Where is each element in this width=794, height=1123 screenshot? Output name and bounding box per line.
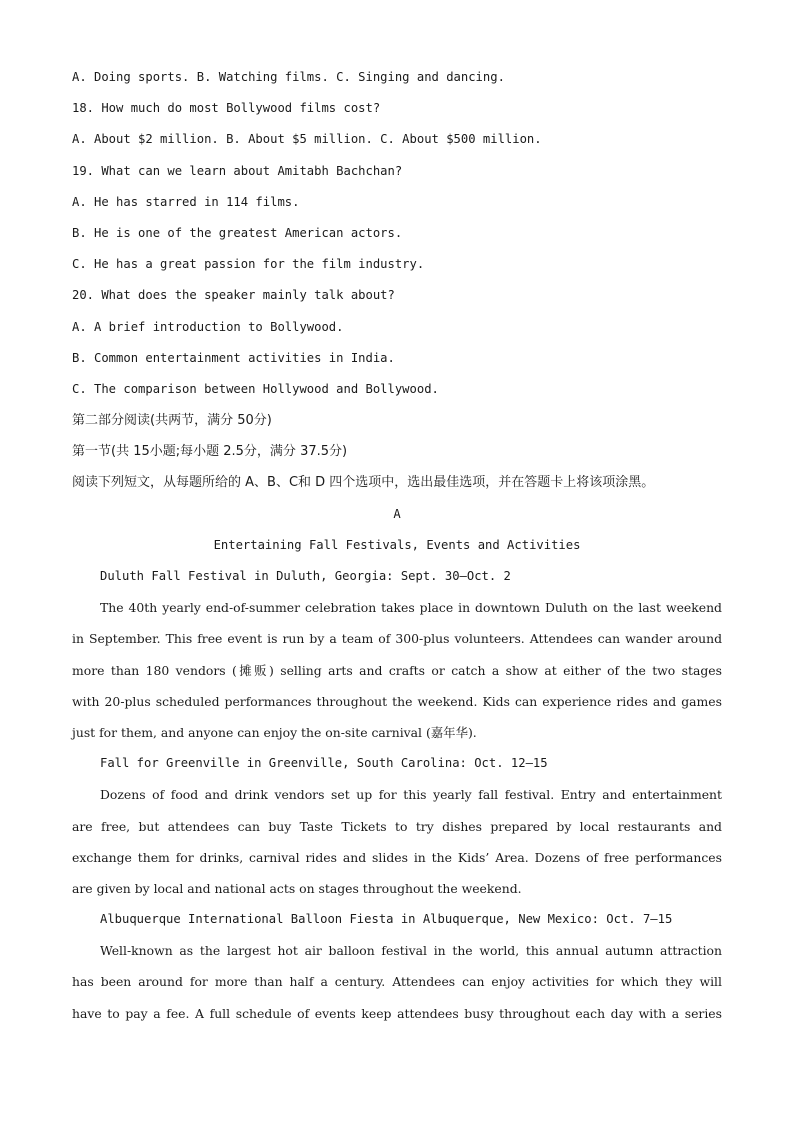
paragraph-line: in September. This free event is run by a team of 300-plus volunteers. Attendees can wander around	[72, 631, 722, 647]
q19-question: 19. What can we learn about Amitabh Bachchan?	[72, 163, 403, 178]
q20-option-a: A. A brief introduction to Bollywood.	[72, 319, 344, 334]
festival-heading: Duluth Fall Festival in Duluth, Georgia: Sept. 30—Oct. 2	[100, 569, 511, 583]
section-title: 第一节(共 15小题;每小题 2.5分，满分 37.5分)	[72, 444, 348, 460]
festival-heading: Albuquerque International Balloon Fiesta in Albuquerque, New Mexico: Oct. 7—15	[100, 912, 673, 927]
paragraph-line: Dozens of food and drink vendors set up for this yearly fall festival. Entry and entertainment	[100, 787, 722, 803]
paragraph-line: have to pay a fee. A full schedule of events keep attendees busy throughout each day with a series	[72, 1005, 722, 1021]
paragraph-line: with 20-plus scheduled performances throughout the weekend. Kids can experience rides and games	[72, 693, 722, 709]
q19-option-c: C. He has a great passion for the film industry.	[72, 257, 425, 272]
q20-question: 20. What does the speaker mainly talk about?	[72, 288, 395, 303]
paragraph-line: are given by local and national acts on stages throughout the weekend.	[72, 880, 522, 896]
instructions: 阅读下列短文，从每题所给的 A、B、C和 D 四个选项中，选出最佳选项，并在答题卡上将该项涂黑。	[72, 475, 655, 491]
q17-options: A. Doing sports. B. Watching films. C. Singing and dancing.	[72, 70, 505, 84]
festival-heading: Fall for Greenville in Greenville, South Carolina: Oct. 12—15	[100, 756, 548, 771]
paragraph-line: are free, but attendees can buy Taste Tickets to try dishes prepared by local restaurants and	[72, 818, 722, 834]
paragraph-line: exchange them for drinks, carnival rides and slides in the Kids’ Area. Dozens of free performances	[72, 849, 722, 865]
q18-question: 18. How much do most Bollywood films cost?	[72, 101, 381, 116]
q19-option-b: B. He is one of the greatest American actors.	[72, 225, 403, 240]
q20-option-c: C. The comparison between Hollywood and Bollywood.	[72, 381, 439, 396]
passage-title: Entertaining Fall Festivals, Events and Activities	[213, 537, 581, 552]
paragraph-line: has been around for more than half a century. Attendees can enjoy activities for which they will	[72, 974, 722, 990]
paragraph-line: more than 180 vendors (摊贩) selling arts and crafts or catch a show at either of the two stages	[72, 662, 722, 678]
paragraph-line: just for them, and anyone can enjoy the on-site carnival (嘉年华).	[72, 724, 477, 740]
q20-option-b: B. Common entertainment activities in India.	[72, 350, 395, 365]
exam-page	[72, 62, 722, 1029]
q19-option-a: A. He has starred in 114 films.	[72, 194, 300, 209]
part-title: 第二部分阅读(共两节，满分 50分)	[72, 413, 272, 429]
passage-letter: A	[393, 506, 401, 521]
paragraph-line: Well-known as the largest hot air balloon festival in the world, this annual autumn attraction	[100, 943, 722, 959]
q18-options: A. About $2 million. B. About $5 million. C. About $500 million.	[72, 132, 542, 147]
paragraph-line: The 40th yearly end-of-summer celebration takes place in downtown Duluth on the last weekend	[100, 600, 722, 616]
